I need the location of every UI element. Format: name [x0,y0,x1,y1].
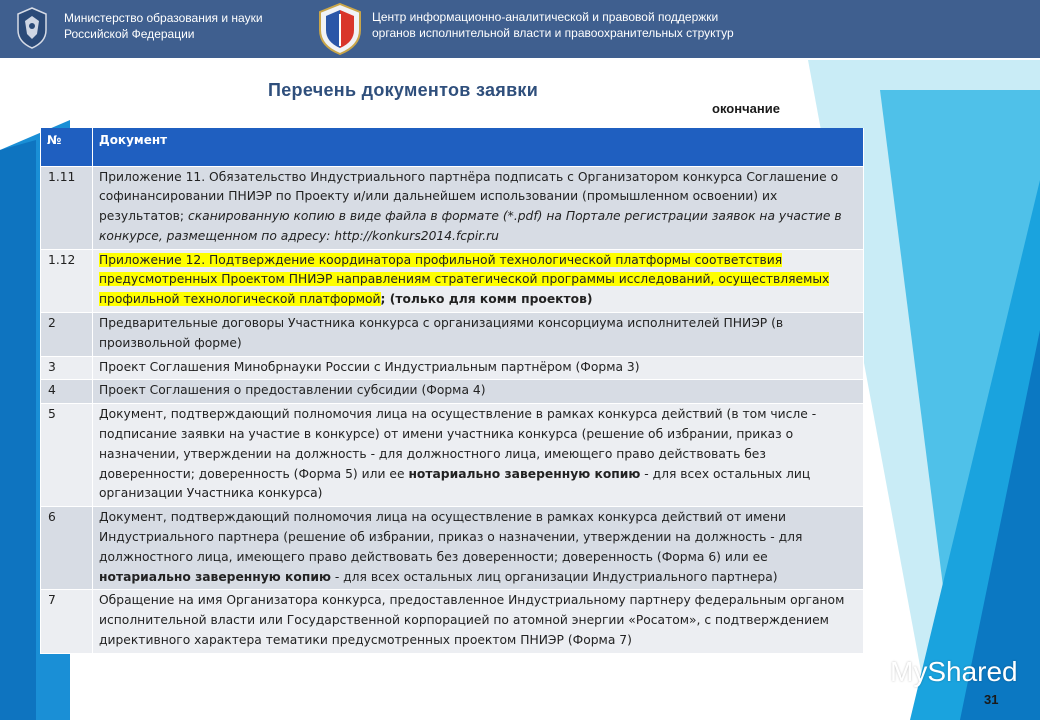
row-document [93,507,864,590]
document-text-part: Предварительные договоры Участника конкурса с организациями консорциума исполнителей ПНИЭР (в произвольной форме) [99,316,784,350]
row-document [93,590,864,653]
row-document [93,313,864,357]
row-document [93,356,864,380]
document-text-part: ; (только для комм проектов) [380,292,593,307]
document-text-part: Проект Соглашения о предоставлении субсидии (Форма 4) [99,383,486,398]
document-text-part: нотариально заверенную копию [99,569,331,584]
row-number: 4 [41,380,93,404]
page-number: 31 [984,692,999,707]
document-text-part: Обращение на имя Организатора конкурса, предоставленное Индустриальному партнеру федеральным органом исполнительной власти или Государственной корпорацией по атомной энергии «Росатом», с подтверждением директивного характера тематики предусмотренных проектом ПНИЭР (Форма 7) [99,593,845,648]
document-text-part: Приложение 11. Обязательство Индустриального партнёра подписать с Организатором конкурса Соглашение о софинансировании ПНИЭР по Проекту и/или дальнейшем использовании (промышленном освоении) их результатов; [99,169,839,224]
document-text-part: нотариально заверенную копию [408,466,641,481]
center-line-1: Центр информационно-аналитической и правовой поддержки [372,10,719,24]
row-number: 1.11 [41,166,93,249]
center-shield-logo [316,2,364,56]
table-body [41,166,864,653]
row-number: 2 [41,313,93,357]
table-header-row [41,128,864,166]
table-row [41,507,864,590]
coat-of-arms-emblem [12,6,52,50]
center-line-2: органов исполнительной власти и правоохранительных структур [372,26,734,40]
row-number: 7 [41,590,93,653]
header-bar [0,0,1040,58]
table-row [41,380,864,404]
table-row [41,313,864,357]
row-number: 6 [41,507,93,590]
table-row [41,356,864,380]
row-document [93,404,864,507]
column-header-number: № [41,128,93,166]
document-text-part: - для всех остальных лиц организации Участника конкурса) [99,466,811,501]
document-text-part: Приложение 12. Подтверждение координатора профильной технологической платформы соответствия предусмотренных Проектом ПНИЭР направлениям стратегической программы исследований, осуществляемых профильной технологической платформой [99,252,830,307]
table-row [41,404,864,507]
document-text-part: Проект Соглашения Минобрнауки России с Индустриальным партнёром (Форма 3) [99,359,640,374]
documents-table [40,128,864,654]
row-document [93,166,864,249]
row-number: 5 [41,404,93,507]
table-row [41,249,864,312]
center-name [372,9,734,41]
page-subtitle: окончание [712,101,780,116]
ministry-line-1: Министерство образования и науки [64,11,263,25]
row-document [93,249,864,312]
row-number: 3 [41,356,93,380]
ministry-name [64,10,263,42]
document-text-part: сканированную копию в виде файла в формате (*.pdf) на Портале регистрации заявок на участие в конкурсе, размещенном по адресу: http://konkurs2014.fcpir.ru [99,209,842,243]
document-text-part: Документ, подтверждающий полномочия лица на осуществление в рамках конкурса действий от имени Индустриального партнера (решение об избрании, приказ о назначении, утверждении на должность - для должностного лица, имеющего право действовать без доверенности; доверенность (Форма 6) или ее [99,510,803,564]
watermark [846,654,1026,698]
row-number: 1.12 [41,249,93,312]
ministry-line-2: Российской Федерации [64,27,195,41]
watermark-icon [846,656,886,696]
document-text-part: - для всех остальных лиц организации Индустриального партнера) [330,569,778,584]
column-header-document: Документ [93,128,864,166]
document-text-part: Документ, подтверждающий полномочия лица на осуществление в рамках конкурса действий (в том числе - подписание заявки на участие в конкурсе) от имени участника конкурса (решение об избрании, приказ о назначении, утверждении на должность - для должностного лица, имеющего право действовать без доверенности; доверенность (Форма 5) или ее [99,407,817,481]
row-document [93,380,864,404]
watermark-text: MyShared [890,656,1018,687]
table-row [41,166,864,249]
page-title: Перечень документов заявки [268,80,539,100]
table-row [41,590,864,653]
